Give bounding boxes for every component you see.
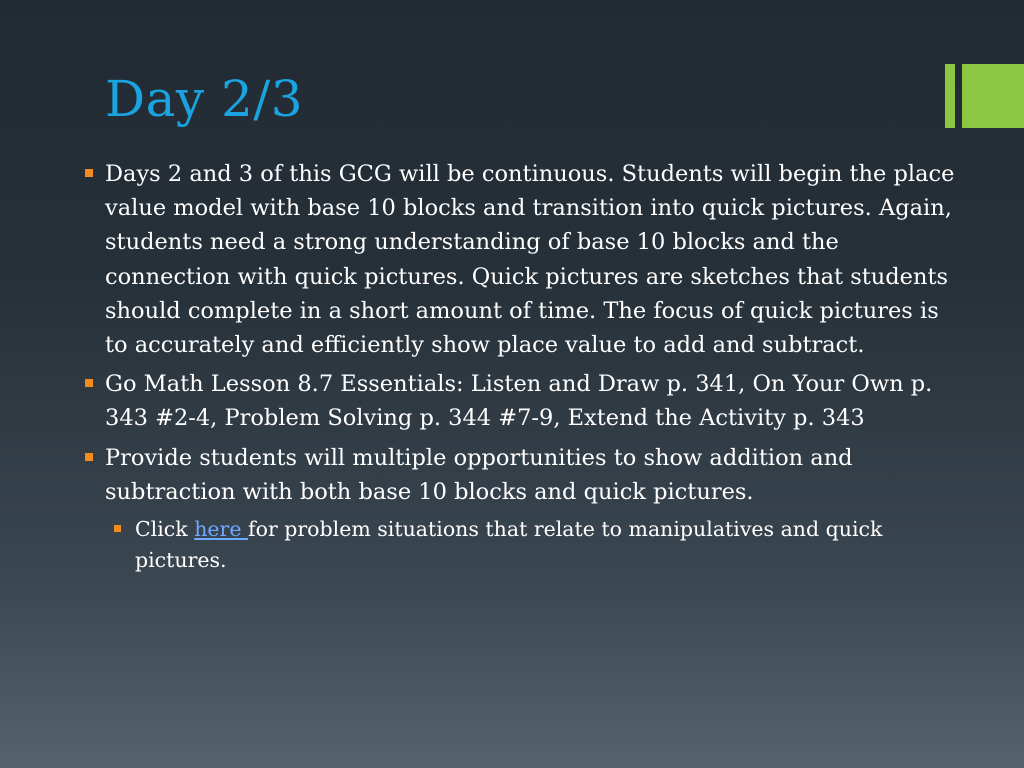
slide-title: Day 2/3: [105, 70, 304, 128]
sub-bullet-suffix: for problem situations that relate to manipulatives and quick pictures.: [135, 517, 883, 573]
bullet-item: [82, 157, 967, 362]
bullet-item: [82, 367, 967, 435]
sub-bullet-prefix: Click: [135, 517, 195, 542]
bullet-square-icon: [85, 379, 93, 387]
bullet-item: [82, 441, 967, 509]
bullet-square-icon: [85, 169, 93, 177]
accent-bar-thick: [962, 64, 1024, 128]
bullet-text: Days 2 and 3 of this GCG will be continuous. Students will begin the place value model with base 10 blocks and transition into quick pictures. Again, students need a strong understanding of base 10 blocks and the connection with quick pictures. Quick pictures are sketches that students should complete in a short amount of time. The focus of quick pictures is to accurately and efficiently show place value to add and subtract.: [105, 161, 955, 359]
here-link[interactable]: here: [194, 517, 249, 542]
bullet-square-icon: [114, 525, 121, 532]
bullet-text: Go Math Lesson 8.7 Essentials: Listen and Draw p. 341, On Your Own p. 343 #2-4, Problem Solving p. 344 #7-9, Extend the Activity p. 343: [105, 371, 933, 432]
bullet-square-icon: [85, 453, 93, 461]
accent-bar-thin: [945, 64, 955, 128]
sub-bullet-item: [112, 514, 967, 576]
slide-content: [82, 157, 967, 576]
bullet-text: Provide students will multiple opportunities to show addition and subtraction with both base 10 blocks and quick pictures.: [105, 444, 853, 505]
